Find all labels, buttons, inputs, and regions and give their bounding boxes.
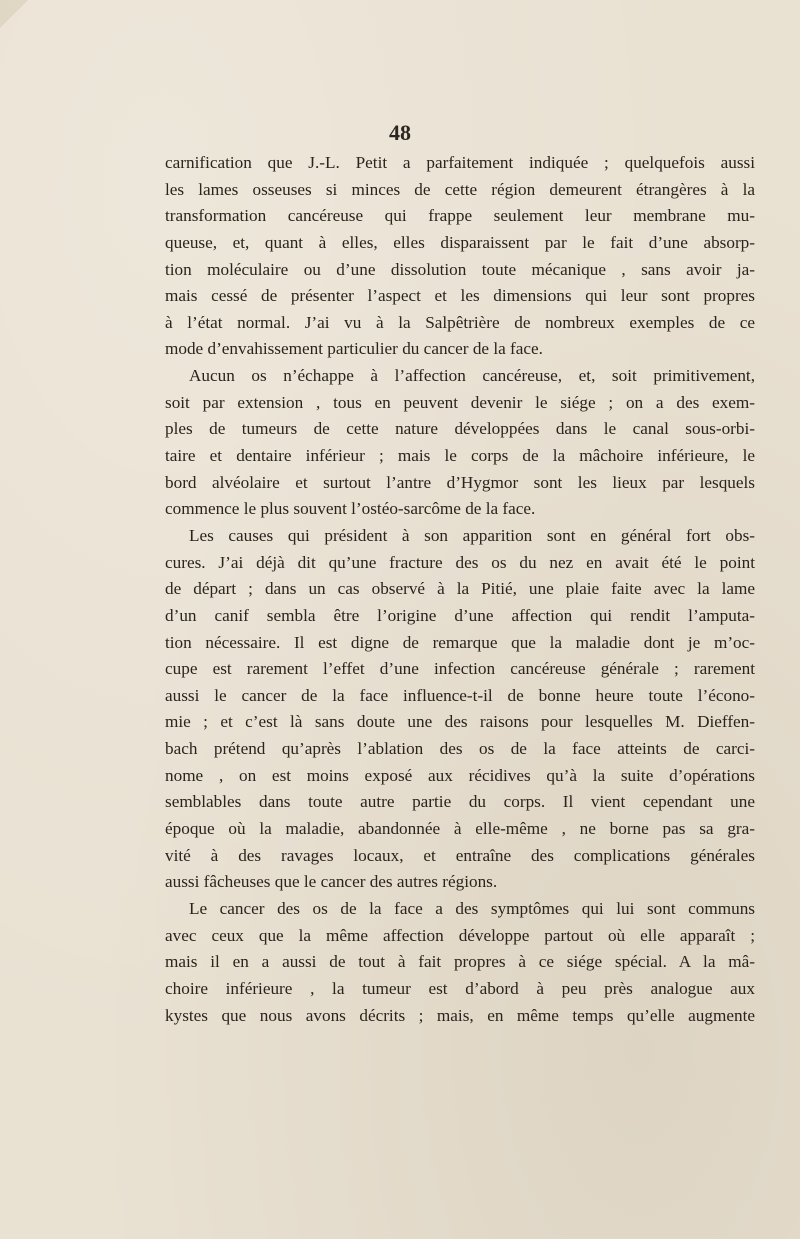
page-number: 48: [389, 120, 411, 145]
text-line: tion moléculaire ou d’une dissolution toute mécanique , sans avoir ja-: [165, 259, 755, 279]
text-line: aussi le cancer de la face influence-t-il de bonne heure toute l’écono-: [165, 685, 755, 705]
text-line: Les causes qui président à son apparition sont en général fort obs-: [189, 525, 755, 545]
page-corner: [0, 0, 28, 28]
text-line: taire et dentaire inférieur ; mais le corps de la mâchoire inférieure, le: [165, 446, 755, 466]
text-line: commence le plus souvent l’ostéo-sarcôme de la face.: [165, 499, 536, 519]
text-line: bach prétend qu’après l’ablation des os de la face atteints de carci-: [165, 739, 755, 759]
text-line: cures. J’ai déjà dit qu’une fracture des os du nez en avait été le point: [165, 552, 755, 572]
text-line: carnification que J.-L. Petit a parfaitement indiquée ; quelquefois aussi: [165, 153, 755, 172]
text-line: de départ ; dans un cas observé à la Pitié, une plaie faite avec la lame: [165, 579, 755, 599]
text-line: aussi fâcheuses que le cancer des autres régions.: [165, 872, 498, 892]
text-line: tion nécessaire. Il est digne de remarque que la maladie dont je m’oc-: [165, 632, 755, 652]
text-line: mais cessé de présenter l’aspect et les dimensions qui leur sont propres: [165, 286, 755, 306]
text-line: d’un canif sembla être l’origine d’une affection qui rendit l’amputa-: [165, 605, 755, 625]
text-line: ples de tumeurs de cette nature développées dans le canal sous-orbi-: [165, 419, 755, 439]
text-line: nome , on est moins exposé aux récidives qu’à la suite d’opérations: [165, 765, 755, 785]
text-line: mode d’envahissement particulier du cancer de la face.: [165, 339, 543, 359]
text-line: choire inférieure , la tumeur est d’abord à peu près analogue aux: [165, 978, 755, 998]
text-line: les lames osseuses si minces de cette région demeurent étrangères à la: [165, 179, 755, 199]
text-line: kystes que nous avons décrits ; mais, en même temps qu’elle augmente: [165, 1005, 755, 1025]
text-line: bord alvéolaire et surtout l’antre d’Hygmor sont les lieux par lesquels: [165, 472, 755, 492]
text-line: vité à des ravages locaux, et entraîne des complications générales: [165, 845, 755, 865]
text-line: cupe est rarement l’effet d’une infection cancéreuse générale ; rarement: [165, 659, 755, 679]
text-line: mie ; et c’est là sans doute une des raisons pour lesquelles M. Dieffen-: [165, 712, 755, 732]
text-line: transformation cancéreuse qui frappe seulement leur membrane mu-: [165, 206, 755, 226]
body-text: [165, 150, 755, 1029]
text-line: mais il en a aussi de tout à fait propres à ce siége spécial. A la mâ-: [165, 952, 755, 972]
text-line: époque où la maladie, abandonnée à elle-même , ne borne pas sa gra-: [165, 819, 755, 839]
text-line: Aucun os n’échappe à l’affection cancéreuse, et, soit primitivement,: [189, 366, 755, 386]
text-line: semblables dans toute autre partie du corps. Il vient cependant une: [165, 792, 755, 812]
text-line: queuse, et, quant à elles, elles disparaissent par le fait d’une absorp-: [165, 232, 755, 252]
text-line: Le cancer des os de la face a des symptômes qui lui sont communs: [189, 898, 755, 918]
text-line: soit par extension , tous en peuvent devenir le siége ; on a des exem-: [165, 392, 755, 412]
text-line: à l’état normal. J’ai vu à la Salpêtrière de nombreux exemples de ce: [165, 312, 755, 332]
text-line: avec ceux que la même affection développe partout où elle apparaît ;: [165, 925, 755, 945]
